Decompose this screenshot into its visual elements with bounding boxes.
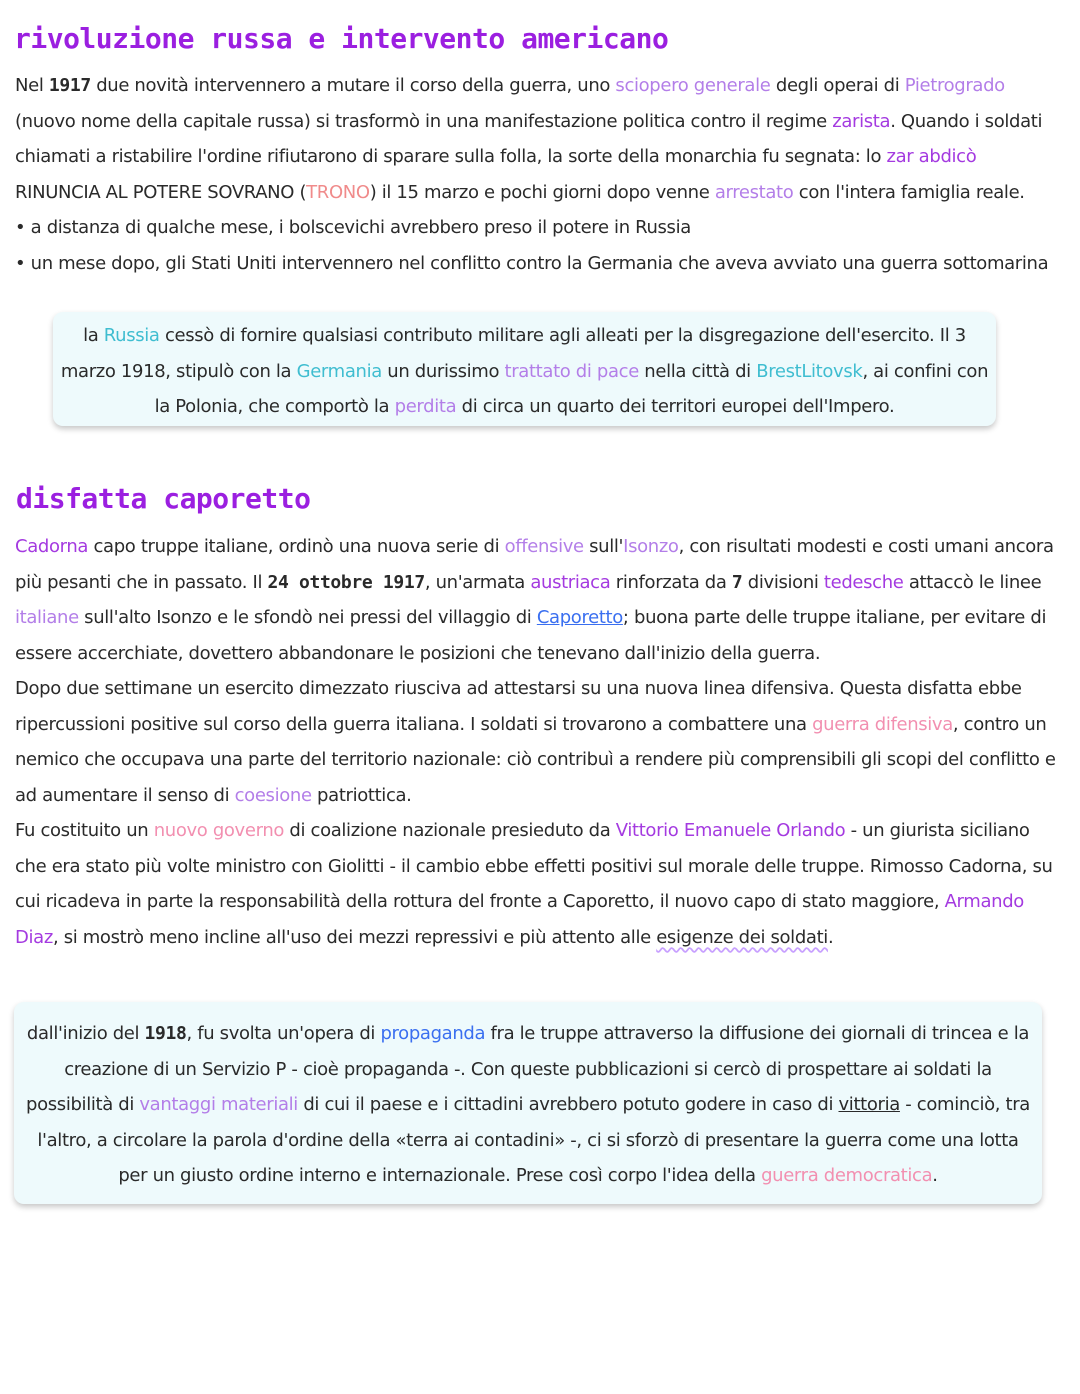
text: , si mostrò meno incline all'uso dei mezzi repressivi e più attento alle [52, 926, 657, 948]
keyword-brest-litovsk: BrestLitovsk [756, 360, 863, 382]
text: di cui il paese e i cittadini avrebbero potuto godere in caso di [297, 1094, 839, 1115]
bullet-item: • un mese dopo, gli Stati Uniti intervennero nel conflitto contro la Germania che aveva avviato una guerra sottomarina [15, 252, 1049, 274]
text: divisioni [742, 571, 824, 593]
text: con l'intera famiglia reale. [793, 181, 1025, 203]
text: , ai confini con la Polonia, che comportò la [154, 360, 989, 417]
text: la [83, 325, 104, 346]
text: patriottica. [311, 784, 412, 806]
text: (nuovo nome della capitale russa) si trasformò in una manifestazione politica contro il regime [15, 110, 833, 132]
callout-box-propaganda [14, 1002, 1042, 1204]
keyword-esigenze: esigenze dei soldati [656, 926, 828, 948]
text: degli operai di [770, 75, 905, 96]
section-title-caporetto: disfatta caporetto [16, 482, 311, 515]
keyword-cadorna: Cadorna [15, 536, 89, 557]
text: Fu costituito un [15, 820, 154, 841]
text: di coalizione nazionale presieduto da [284, 820, 616, 841]
keyword-offensive: offensive [504, 536, 584, 557]
text: rinforzata da [610, 571, 732, 593]
keyword-guerra-democratica: guerra democratica [761, 1165, 933, 1186]
text: attaccò le linee [903, 571, 1042, 593]
text: ; buona parte delle truppe italiane, per evitare di essere accerchiate, dovettero abbandonare le posizioni che tenevano dall'inizio della guerra. [15, 607, 1047, 664]
year-1918: 1918 [144, 1023, 187, 1044]
keyword-propaganda: propaganda [380, 1023, 486, 1044]
callout-text [53, 312, 996, 425]
text: capo truppe italiane, ordinò una nuova serie di [88, 536, 505, 557]
keyword-coesione: coesione [234, 784, 312, 806]
text: . [827, 926, 834, 948]
keyword-italiane: italiane [15, 607, 79, 628]
keyword-diaz: Armando Diaz [15, 891, 1024, 948]
keyword-zarista: zarista [832, 110, 891, 132]
text: - un giurista siciliano che era stato più volte ministro con Giolitti - il cambio ebbe effetti positivi sul morale delle truppe. Rimosso Cadorna, su cui ricadeva in parte la responsabilità della rottura del fronte a Caporetto, il nuovo capo di stato maggiore, [15, 820, 1053, 912]
text: , un'armata [424, 571, 531, 593]
text: Nel [15, 75, 49, 96]
text: di circa un quarto dei territori europei dell'Impero. [456, 396, 895, 417]
keyword-tedesche: tedesche [823, 571, 904, 593]
keyword-guerra-difensiva: guerra difensiva [812, 713, 953, 735]
text: cessò di fornire qualsiasi contributo militare agli alleati per la disgregazione dell'esercito. Il 3 marzo 1918, stipulò con la [60, 325, 966, 382]
text: RINUNCIA AL POTERE SOVRANO ( [15, 181, 307, 203]
paragraph-caporetto [15, 529, 1060, 955]
text: sull' [583, 536, 624, 557]
number-seven: 7 [731, 571, 743, 593]
text: , fu svolta un'opera di [186, 1023, 381, 1044]
text: due novità intervennero a mutare il corso della guerra, uno [90, 75, 616, 96]
text: fra le truppe attraverso la diffusione dei giornali di trincea e la creazione di un Servizio P - cioè propaganda -. Con queste pubblicazioni si cercò di prospettare ai soldati la possibilità di [26, 1023, 1030, 1115]
text: sull'alto Isonzo e le sfondò nei pressi del villaggio di [78, 607, 537, 628]
keyword-trono: TRONO [306, 181, 370, 203]
bullet-item: • a distanza di qualche mese, i bolscevichi avrebbero preso il potere in Russia [15, 217, 691, 238]
keyword-caporetto: Caporetto [536, 607, 623, 628]
year-1917: 1917 [48, 75, 91, 96]
text: nella città di [638, 360, 757, 382]
text: , con risultati modesti e costi umani ancora più pesanti che in passato. Il [15, 536, 1054, 593]
text: Dopo due settimane un esercito dimezzato riusciva ad attestarsi su una nuova linea difensiva. Questa disfatta ebbe ripercussioni positive sul corso della guerra italiana. I soldati si trovarono a combattere una [15, 678, 1022, 735]
text: - cominciò, tra l'altro, a circolare la parola d'ordine della «terra ai contadini» -, ci si sforzò di presentare la guerra come una lotta per un giusto ordine interno e internazionale. Prese così corpo l'idea della [37, 1094, 1030, 1186]
keyword-russia: Russia [103, 325, 160, 346]
keyword-trattato: trattato di pace [504, 360, 639, 382]
text: , contro un nemico che occupava una parte del territorio nazionale: ciò contribuì a rendere più comprensibili gli scopi del conflitto e ad aumentare il senso di [15, 713, 1056, 806]
text: un durissimo [381, 360, 505, 382]
text: . [932, 1165, 938, 1186]
keyword-perdita: perdita [394, 396, 457, 417]
keyword-vittoria: vittoria [838, 1094, 900, 1115]
paragraph-rivoluzione [15, 68, 1060, 281]
keyword-zar-abdico: zar abdicò [886, 146, 977, 167]
keyword-sciopero: sciopero generale [615, 75, 771, 96]
keyword-austriaca: austriaca [530, 571, 611, 593]
callout-text [14, 1002, 1042, 1194]
date-24-ottobre: 24 ottobre 1917 [267, 571, 425, 593]
keyword-orlando: Vittorio Emanuele Orlando [615, 820, 846, 841]
keyword-arrestato: arrestato [714, 181, 794, 203]
keyword-pietrogrado: Pietrogrado [904, 75, 1005, 96]
callout-box-russia [53, 312, 996, 426]
text: ) il 15 marzo e pochi giorni dopo venne [369, 181, 715, 203]
keyword-isonzo: Isonzo [623, 536, 679, 557]
keyword-vantaggi: vantaggi materiali [139, 1094, 298, 1115]
text: . Quando i soldati chiamati a ristabilire l'ordine rifiutarono di sparare sulla folla, la sorte della monarchia fu segnata: lo [15, 110, 1043, 167]
section-title-rivoluzione: rivoluzione russa e intervento americano [14, 22, 669, 55]
text: dall'inizio del [26, 1023, 145, 1044]
keyword-nuovo-governo: nuovo governo [153, 820, 285, 841]
keyword-germania: Germania [296, 360, 382, 382]
